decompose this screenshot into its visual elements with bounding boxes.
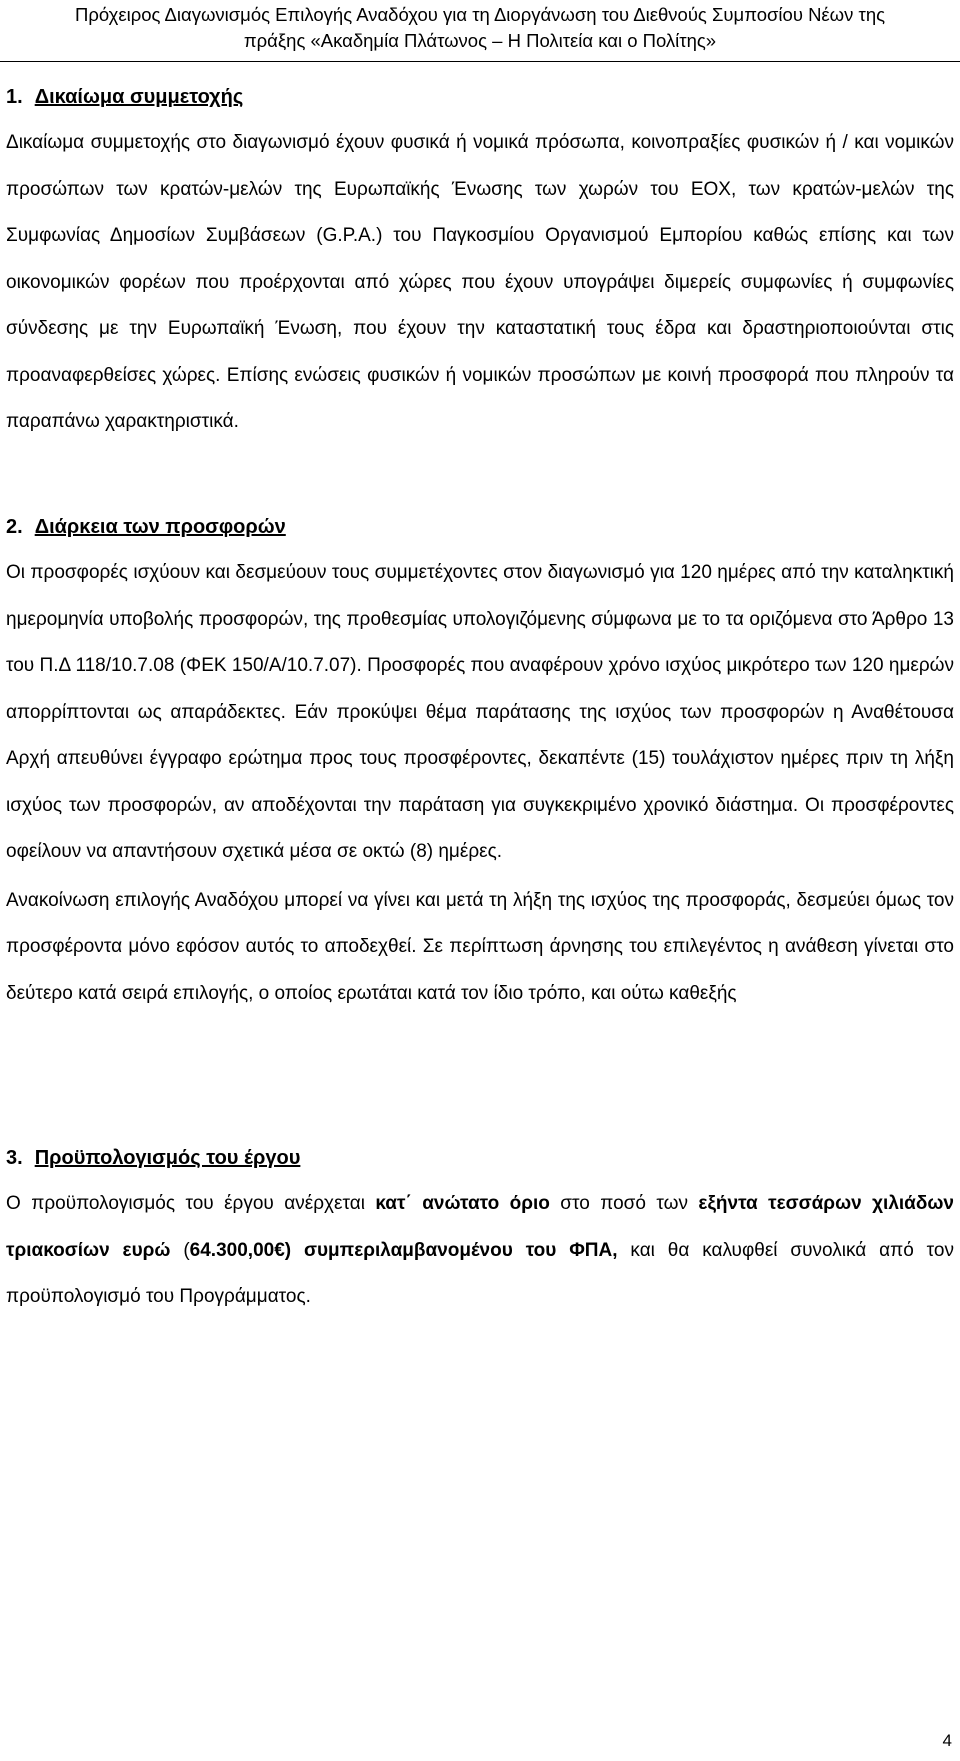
page-header [0, 2, 960, 54]
budget-text-c: ( [170, 1239, 190, 1261]
section-budget [6, 1145, 954, 1321]
budget-amount: 64.300,00€) συμπεριλαμβανομένου του ΦΠΑ, [189, 1239, 618, 1261]
section-paragraph [6, 1181, 954, 1321]
budget-text-d: και θα καλυφθεί συνολικά από τον προϋπολογισμό του Προγράμματος. [6, 1239, 954, 1307]
header-line-2: πράξης «Ακαδημία Πλάτωνος – Η Πολιτεία και ο Πολίτης» [243, 30, 717, 51]
section-heading [6, 1145, 954, 1171]
budget-text-b: στο ποσό των [549, 1193, 699, 1214]
section-offer-duration [6, 514, 954, 1017]
budget-text-a: Ο προϋπολογισμός του έργου ανέρχεται [6, 1193, 376, 1214]
header-line-1: Πρόχειρος Διαγωνισμός Επιλογής Αναδόχου για τη Διοργάνωση του Διεθνούς Συμποσίου Νέων της [74, 4, 886, 25]
budget-bold-b: εξήντα τεσσάρων χιλιάδων τριακοσίων ευρώ [6, 1193, 954, 1261]
section-title: Δικαίωμα συμμετοχής [34, 86, 244, 108]
section-participation-right [6, 84, 954, 446]
section-number: 1. [6, 86, 23, 108]
header-divider [0, 61, 960, 62]
section-number: 2. [6, 516, 23, 538]
budget-bold-a: κατ΄ ανώτατο όριο [375, 1193, 550, 1214]
page-number: 4 [942, 1731, 952, 1750]
section-title: Προϋπολογισμός του έργου [34, 1147, 301, 1169]
section-paragraph: Οι προσφορές ισχύουν και δεσμεύουν τους συμμετέχοντες στον διαγωνισμό για 120 ημέρες από την καταληκτική ημερομηνία υποβολής προσφορών, της προθεσμίας υπολογιζόμενης σύμφωνα με το τα οριζόμενα στο Άρθρο 13 του Π.Δ 118/10.7.08 (ΦΕΚ 150/Α/10.7.07). Προσφορές που αναφέρουν χρόνο ισχύος μικρότερο των 120 ημερών απορρίπτονται ως απαράδεκτες. Εάν προκύψει θέμα παράτασης της ισχύος των προσφορών η Αναθέτουσα Αρχή απευθύνει έγγραφο ερώτημα προς τους προσφέροντες, δεκαπέντε (15) τουλάχιστον ημέρες πριν τη λήξη ισχύος των προσφορών, αν αποδέχονται την παράταση για συγκεκριμένο χρονικό διάστημα. Οι προσφέροντες οφείλουν να απαντήσουν σχετικά μέσα σε οκτώ (8) ημέρες. [6, 562, 954, 862]
section-heading [6, 514, 954, 540]
section-heading [6, 84, 954, 110]
section-title: Διάρκεια των προσφορών [34, 516, 286, 538]
section-paragraph: Δικαίωμα συμμετοχής στο διαγωνισμό έχουν φυσικά ή νομικά πρόσωπα, κοινοπραξίες φυσικών ή / και νομικών προσώπων των κρατών-μελών της Ευρωπαϊκής Ένωσης των χωρών του ΕΟΧ, των κρατών-μελών της Συμφωνίας Δημοσίων Συμβάσεων (G.P.A.) του Παγκοσμίου Οργανισμού Εμπορίου καθώς επίσης και των οικονομικών φορέων που προέρχονται από χώρες που έχουν υπογράψει διμερείς συμφωνίες ή συμφωνίες σύνδεσης με την Ευρωπαϊκή Ένωση, που έχουν την καταστατική τους έδρα και δραστηριοποιούνται στις προαναφερθείσες χώρες. Επίσης ενώσεις φυσικών ή νομικών προσώπων με κοινή προσφορά που πληρούν τα παραπάνω χαρακτηριστικά. [6, 132, 954, 432]
section-number: 3. [6, 1147, 23, 1169]
section-paragraph: Ανακοίνωση επιλογής Αναδόχου μπορεί να γίνει και μετά τη λήξη της ισχύος της προσφοράς, δεσμεύει όμως τον προσφέροντα μόνο εφόσον αυτός το αποδεχθεί. Σε περίπτωση άρνησης του επιλεγέντος η ανάθεση γίνεται στο δεύτερο κατά σειρά επιλογής, ο οποίος ερωτάται κατά τον ίδιο τρόπο, και ούτω καθεξής [6, 889, 954, 1004]
